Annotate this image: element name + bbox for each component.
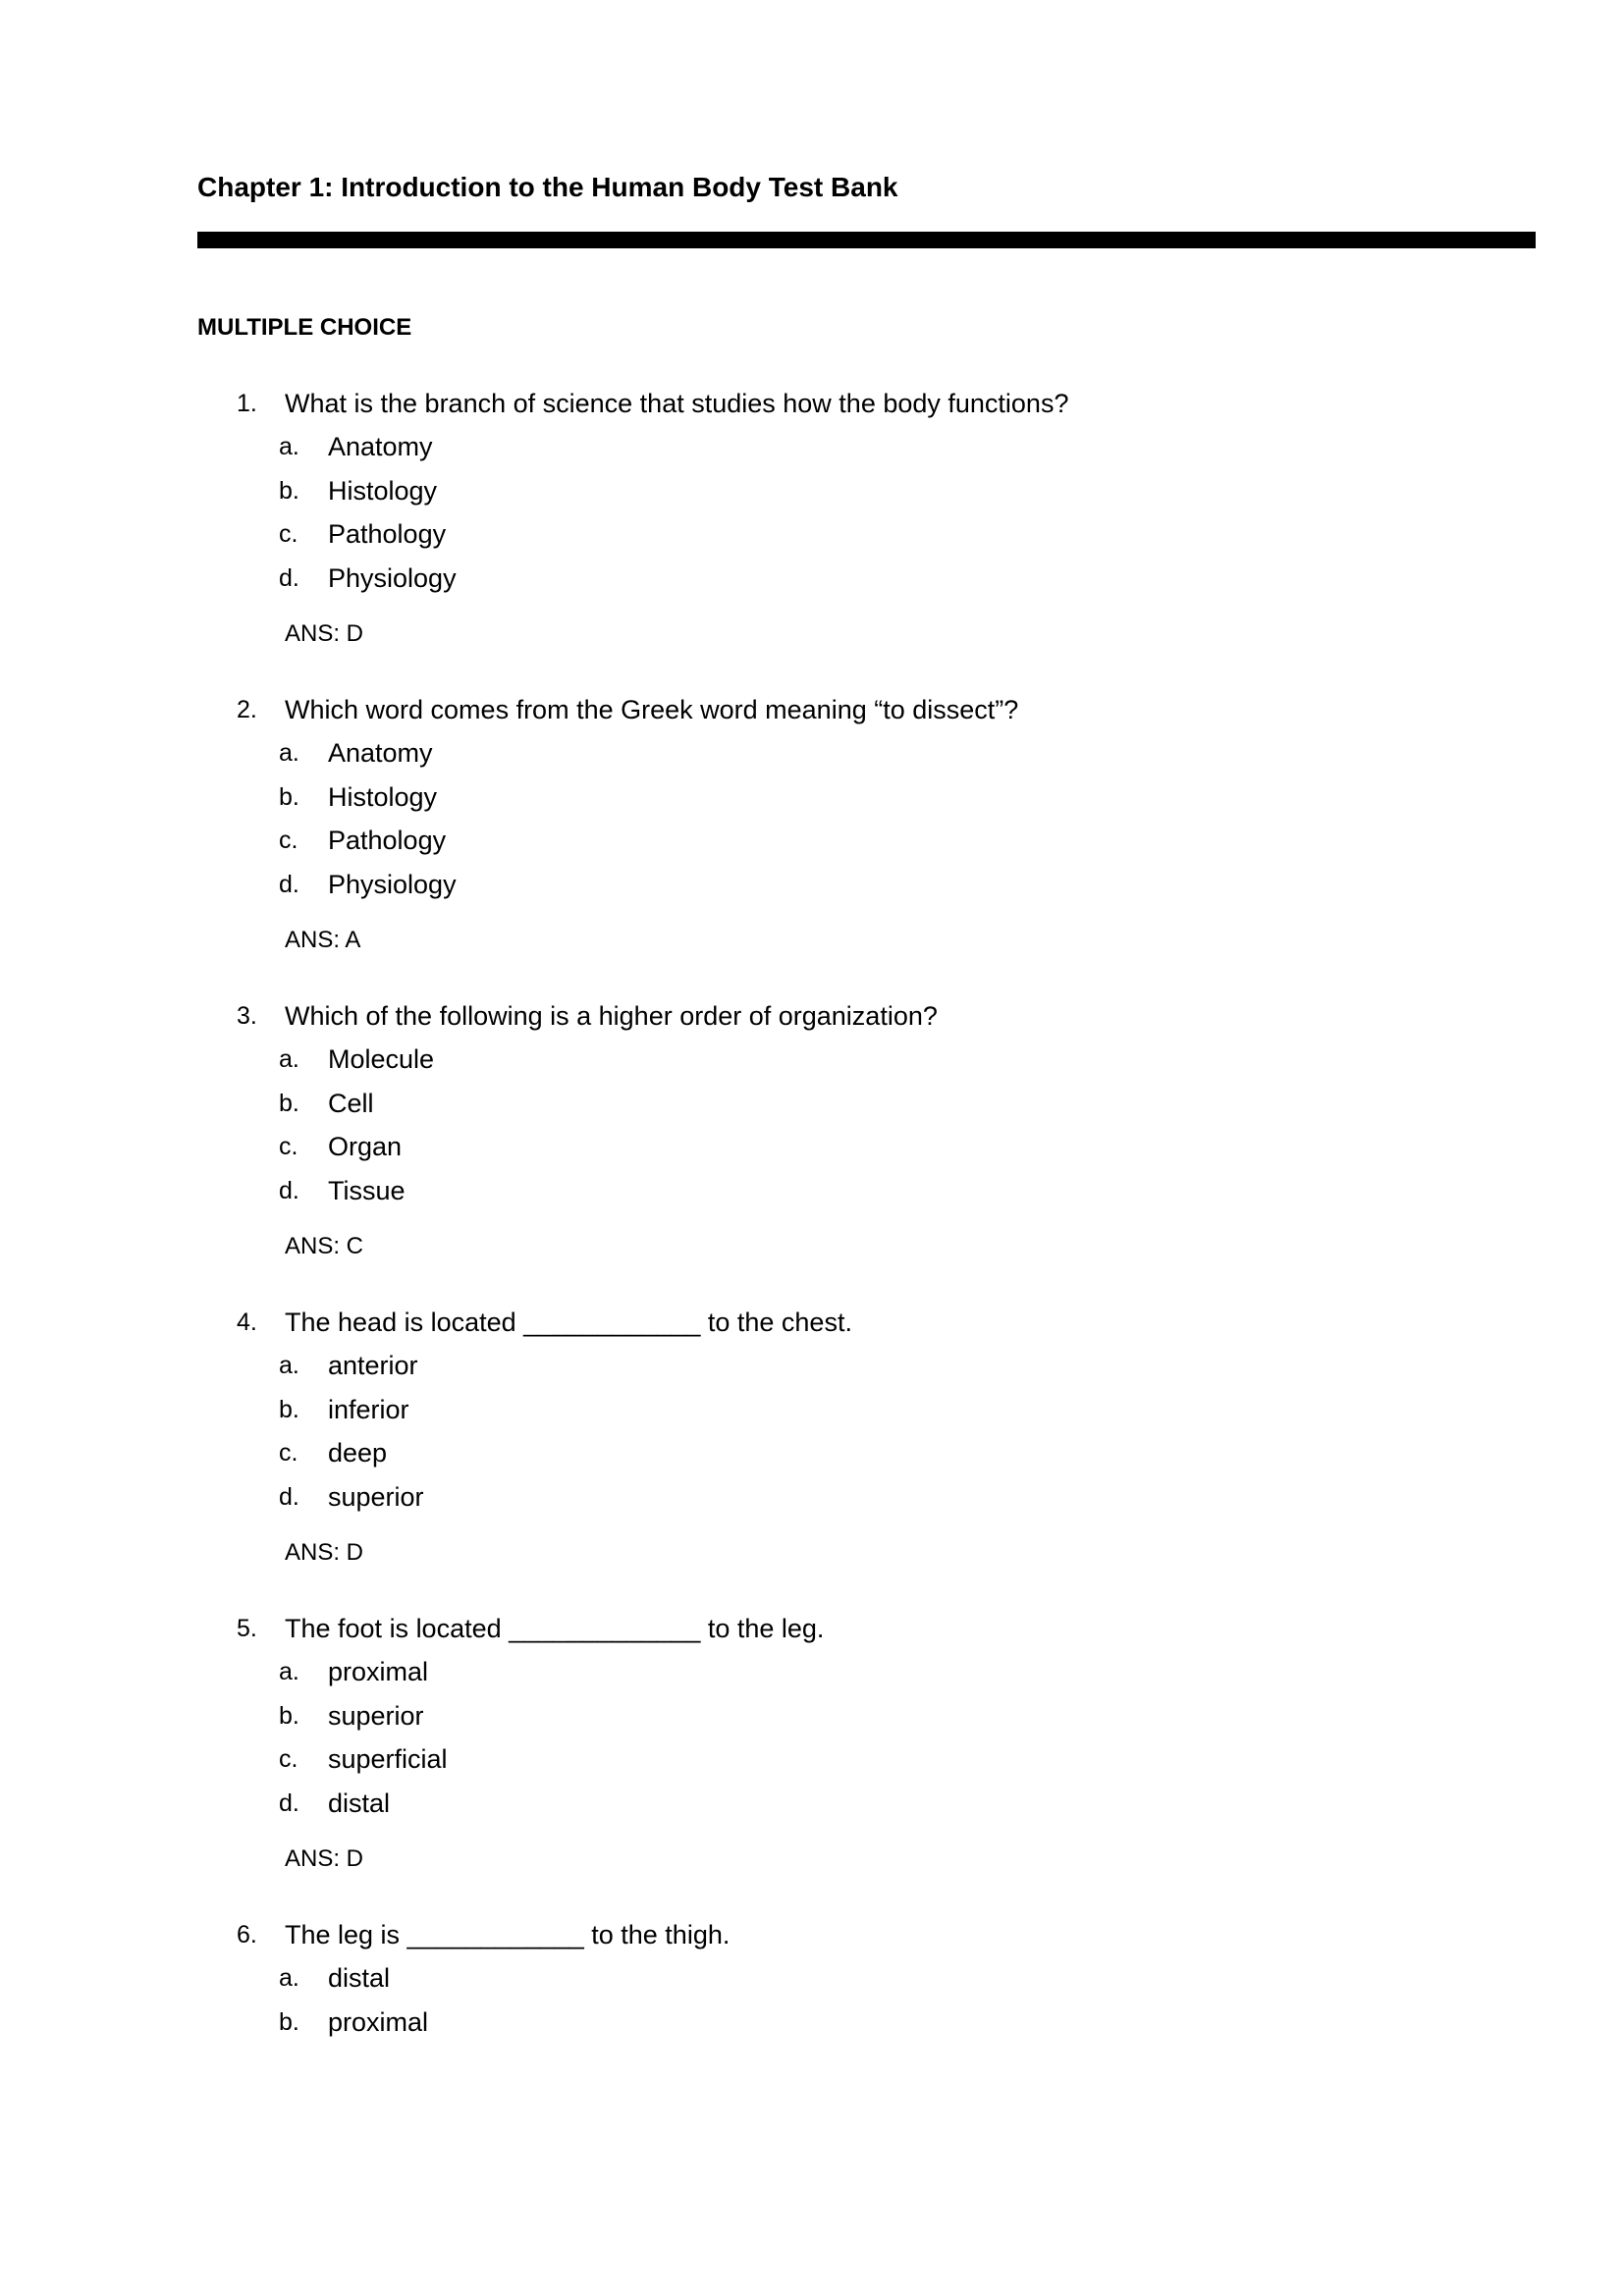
question-number: 5. [237,1615,257,1642]
option-letter: d. [279,1789,299,1817]
option-letter: d. [279,563,299,592]
option-text: Pathology [328,519,447,550]
option-text: proximal [328,1657,429,1687]
option-text: deep [328,1438,388,1468]
option-letter: a. [279,1658,299,1686]
option-text: Tissue [328,1175,406,1205]
answer-key: ANS: C [285,1233,364,1259]
option-text: Histology [328,475,438,506]
option-letter: a. [279,1045,299,1074]
question-number: 2. [237,696,257,723]
answer-key: ANS: D [285,620,364,647]
option-letter: b. [279,1701,299,1730]
option-letter: c. [279,1439,298,1468]
option-letter: a. [279,433,299,461]
answer-key: ANS: D [285,1845,364,1872]
option-text: Anatomy [328,432,433,462]
option-text: Pathology [328,826,447,856]
title-divider [197,232,1536,248]
question-number: 6. [237,1921,257,1949]
question-number: 3. [237,1002,257,1030]
option-letter: b. [279,2007,299,2036]
question-text: The foot is located _____________ to the leg. [285,1614,825,1643]
option-text: Physiology [328,562,457,593]
option-text: superficial [328,1744,448,1775]
option-text: Molecule [328,1044,435,1075]
option-text: Anatomy [328,738,433,769]
option-letter: a. [279,1352,299,1380]
option-text: distal [328,1963,391,1994]
option-letter: b. [279,1089,299,1117]
question-number: 1. [237,390,257,417]
question-number: 4. [237,1308,257,1336]
option-text: Organ [328,1132,403,1162]
option-text: inferior [328,1394,409,1424]
option-letter: a. [279,739,299,768]
option-letter: a. [279,1964,299,1993]
option-text: distal [328,1788,391,1818]
option-letter: c. [279,1745,298,1774]
option-letter: d. [279,1176,299,1204]
option-text: proximal [328,2006,429,2037]
question-text: Which word comes from the Greek word meaning “to dissect”? [285,695,1019,724]
question-text: The head is located ____________ to the chest. [285,1308,852,1337]
option-letter: b. [279,476,299,505]
question-text: What is the branch of science that studies how the body functions? [285,389,1069,418]
option-letter: c. [279,520,298,549]
option-text: Cell [328,1088,374,1118]
option-text: superior [328,1481,424,1512]
option-letter: b. [279,782,299,811]
option-letter: c. [279,1133,298,1161]
option-letter: d. [279,1482,299,1511]
question-text: Which of the following is a higher order of organization? [285,1001,938,1031]
question-text: The leg is ____________ to the thigh. [285,1920,731,1949]
option-letter: b. [279,1395,299,1423]
option-letter: c. [279,827,298,855]
option-text: superior [328,1700,424,1731]
option-text: Histology [328,781,438,812]
section-heading: MULTIPLE CHOICE [197,314,412,341]
answer-key: ANS: A [285,927,361,953]
page-title: Chapter 1: Introduction to the Human Body Test Bank [197,172,898,202]
option-text: anterior [328,1351,418,1381]
answer-key: ANS: D [285,1539,364,1566]
option-text: Physiology [328,869,457,899]
option-letter: d. [279,870,299,898]
